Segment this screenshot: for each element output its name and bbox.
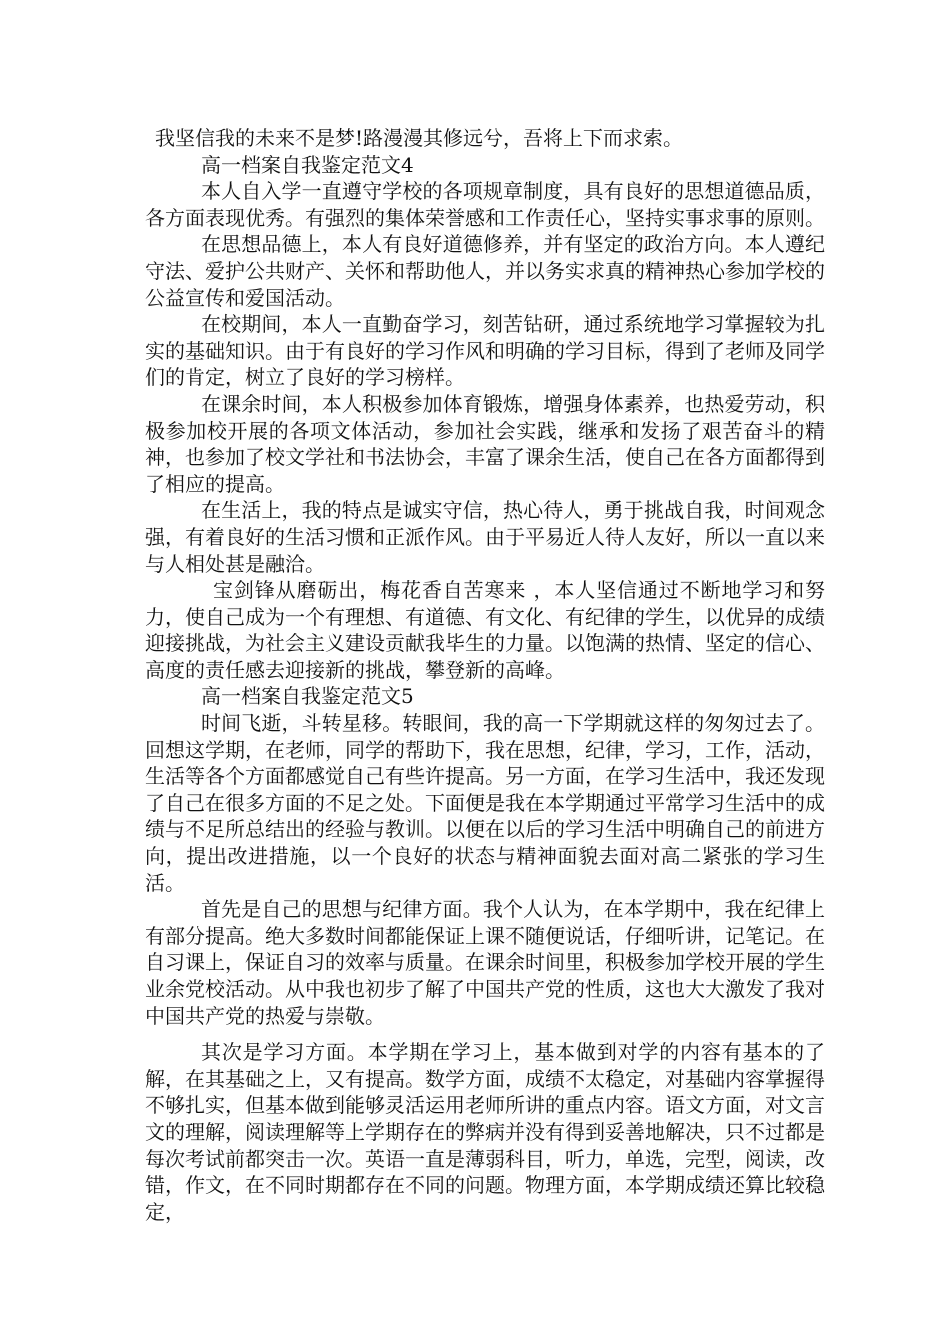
section-heading-5: 高一档案自我鉴定范文5 bbox=[201, 684, 414, 709]
paragraph: 宝剑锋从磨砺出，梅花香自苦寒来 ，本人坚信通过不断地学习和努力，使自己成为一个有理想、有道德、有文化、有纪律的学生，以优异的成绩迎接挑战，为社会主义建设贡献我毕生的力量。以饱满的热情、坚定的信心、高度的责任感去迎接新的挑战，攀登新的高峰。 bbox=[145, 578, 825, 682]
paragraph: 在课余时间，本人积极参加体育锻炼，增强身体素养，也热爱劳动，积极参加校开展的各项文体活动，参加社会实践，继承和发扬了艰苦奋斗的精神，也参加了校文学社和书法协会，丰富了课余生活，使自己在各方面都得到了相应的提高。 bbox=[145, 391, 825, 496]
paragraph: 首先是自己的思想与纪律方面。我个人认为，在本学期中，我在纪律上有部分提高。绝大多数时间都能保证上课不随便说话，仔细听讲，记笔记。在自习课上，保证自习的效率与质量。在课余时间里，积极参加学校开展的学生业余党校活动。从中我也初步了解了中国共产党的性质，这也大大激发了我对中国共产党的热爱与崇敬。 bbox=[145, 897, 825, 1028]
paragraph: 在思想品德上，本人有良好道德修养，并有坚定的政治方向。本人遵纪守法、爱护公共财产、关怀和帮助他人，并以务实求真的精神热心参加学校的公益宣传和爱国活动。 bbox=[145, 232, 825, 310]
document-body bbox=[145, 125, 825, 1225]
paragraph: 在生活上，我的特点是诚实守信，热心待人，勇于挑战自我，时间观念强，有着良好的生活习惯和正派作风。由于平易近人待人友好，所以一直以来与人相处甚是融洽。 bbox=[145, 498, 825, 576]
paragraph: 其次是学习方面。本学期在学习上，基本做到对学的内容有基本的了解，在其基础之上，又有提高。数学方面，成绩不太稳定，对基础内容掌握得不够扎实，但基本做到能够灵活运用老师所讲的重点内容。语文方面，对文言文的理解，阅读理解等上学期存在的弊病并没有得到妥善地解决，只不过都是每次考试前都突击一次。英语一直是薄弱科目，听力，单选，完型，阅读，改错，作文，在不同时期都存在不同的问题。物理方面，本学期成绩还算比较稳定， bbox=[145, 1040, 825, 1224]
section-heading-4: 高一档案自我鉴定范文4 bbox=[201, 152, 414, 177]
paragraph: 本人自入学一直遵守学校的各项规章制度，具有良好的思想道德品质，各方面表现优秀。有强烈的集体荣誉感和工作责任心，坚持实事求事的原则。 bbox=[145, 179, 825, 230]
closing-sentence: 我坚信我的未来不是梦!路漫漫其修远兮，吾将上下而求索。 bbox=[155, 126, 684, 150]
paragraph: 时间飞逝，斗转星移。转眼间，我的高一下学期就这样的匆匆过去了。回想这学期，在老师，同学的帮助下，我在思想，纪律，学习，工作，活动，生活等各个方面都感觉自己有些许提高。另一方面，在学习生活中，我还发现了自己在很多方面的不足之处。下面便是我在本学期通过平常学习生活中的成绩与不足所总结出的经验与教训。以便在以后的学习生活中明确自己的前进方向，提出改进措施，以一个良好的状态与精神面貌去面对高二紧张的学习生活。 bbox=[145, 711, 825, 895]
paragraph: 在校期间，本人一直勤奋学习，刻苦钻研，通过系统地学习掌握较为扎实的基础知识。由于有良好的学习作风和明确的学习目标，得到了老师及同学们的肯定，树立了良好的学习榜样。 bbox=[145, 312, 825, 390]
